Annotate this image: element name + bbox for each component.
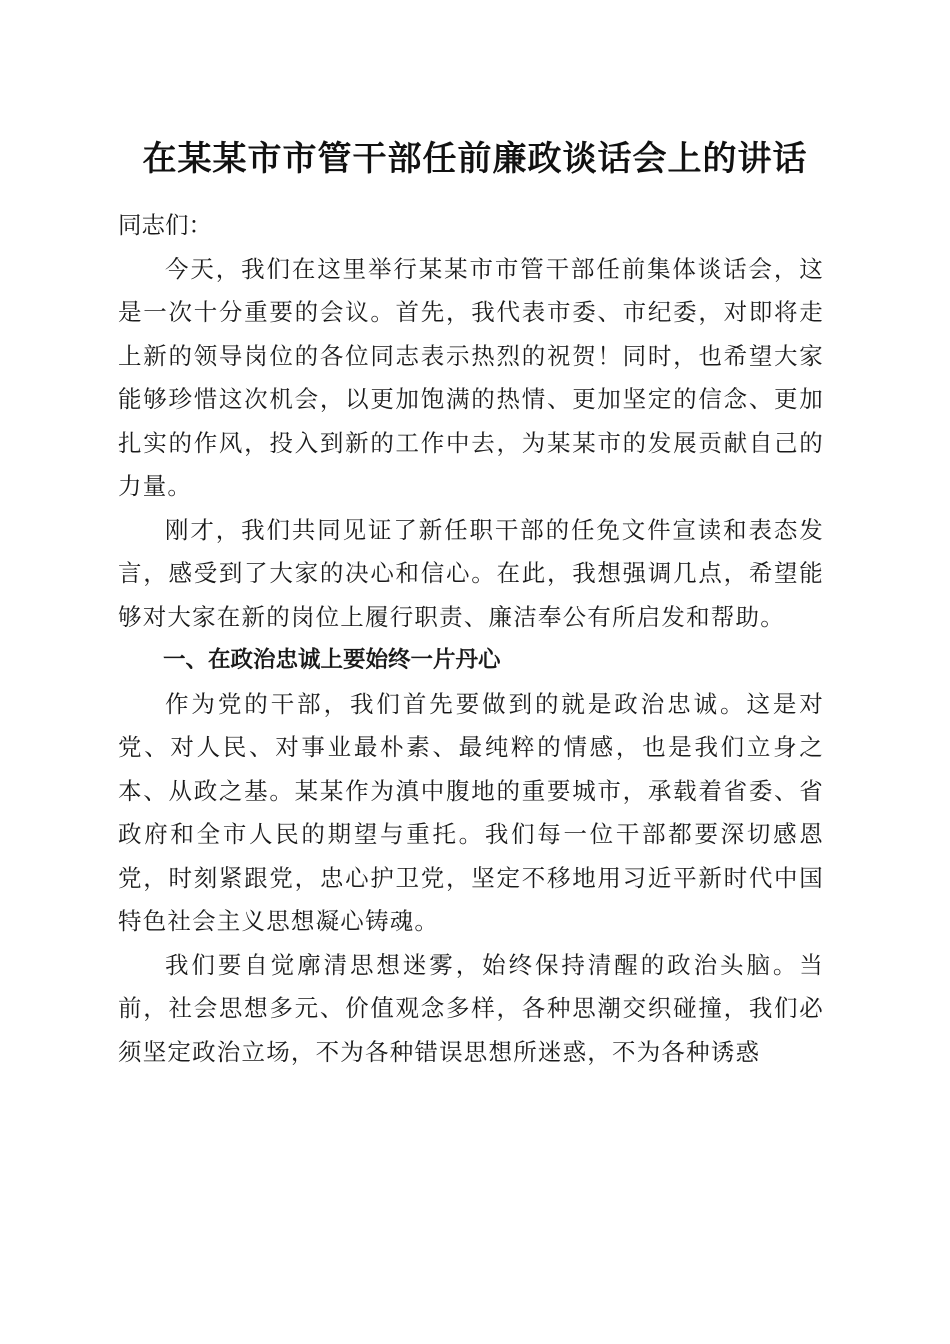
document-body [118,204,824,1074]
paragraph: 作为党的干部，我们首先要做到的就是政治忠诚。这是对党、对人民、对事业最朴素、最纯粹的情感，也是我们立身之本、从政之基。某某作为滇中腹地的重要城市，承载着省委、省政府和全市人民的期望与重托。我们每一位干部都要深切感恩党，时刻紧跟党，忠心护卫党，坚定不移地用习近平新时代中国特色社会主义思想凝心铸魂。 [118,689,824,935]
paragraph: 刚才，我们共同见证了新任职干部的任免文件宣读和表态发言，感受到了大家的决心和信心。在此，我想强调几点，希望能够对大家在新的岗位上履行职责、廉洁奉公有所启发和帮助。 [118,515,824,631]
greeting: 同志们： [118,211,212,239]
document-title: 在某某市市管干部任前廉政谈话会上的讲话 [142,139,808,179]
section-heading: 一、在政治忠诚上要始终一片丹心 [163,647,501,673]
paragraph: 我们要自觉廓清思想迷雾，始终保持清醒的政治头脑。当前，社会思想多元、价值观念多样，各种思潮交织碰撞，我们必须坚定政治立场，不为各种错误思想所迷惑，不为各种诱惑 [118,950,824,1066]
paragraph: 今天，我们在这里举行某某市市管干部任前集体谈话会，这是一次十分重要的会议。首先，我代表市委、市纪委，对即将走上新的领导岗位的各位同志表示热烈的祝贺！同时，也希望大家能够珍惜这次机会，以更加饱满的热情、更加坚定的信念、更加扎实的作风，投入到新的工作中去，为某某市的发展贡献自己的力量。 [118,254,824,500]
